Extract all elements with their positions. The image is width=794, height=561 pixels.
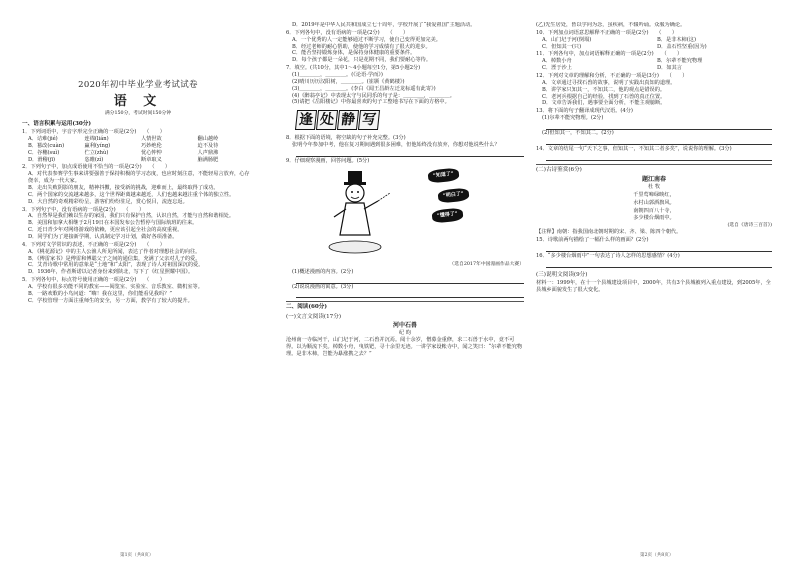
answer-line <box>546 248 772 252</box>
option: C．学校管理一方面注重师生的安全，另一方面，教学有了较大的提升。 <box>28 297 193 304</box>
answer-line <box>546 157 772 161</box>
speech-bubble: “明白了” <box>437 188 469 204</box>
subsection-heading: (三)说明文阅读(9分) <box>536 272 588 279</box>
question-stem: 8．根据下面的语境，将空缺的句子补充完整。(3分) <box>286 134 406 141</box>
option: C．艾青诗歌中常用的意象是“土地”和“太阳”，表现了诗人对祖国深沉的爱。 <box>28 262 204 269</box>
section-heading-1: 一、语言积累与运用(30分) <box>22 120 92 127</box>
poem-line: 千里莺啼绿映红， <box>633 191 675 198</box>
divider <box>286 301 524 302</box>
column-left <box>22 22 254 555</box>
passage-title: 河中石兽 <box>392 322 417 330</box>
option: D．文章告诉我们，遇事要全面分析，不能主观臆断。 <box>542 100 666 107</box>
question-stem: 10．下列加点词语意思解释不正确的一项是(2分) （ ） <box>536 29 678 36</box>
page-number: 第2页（共8页） <box>640 552 674 558</box>
poem-title: 题江南春 <box>641 176 666 184</box>
option-cell: B．尔辈不能究物理 <box>657 58 703 65</box>
answer-line <box>296 153 524 157</box>
option-cell: C．但知其一(只) <box>542 43 582 50</box>
question-stem: 7．填空。(共10分，其中1～4小题每空1分，第5小题2分) <box>286 65 421 72</box>
option-cell: B．篡改(cuàn) <box>28 142 65 149</box>
poem-source: (选自《唐诗三百首》) <box>727 223 772 229</box>
question-stem: 6．下列各句中，没有语病的一项是(2分) （ ） <box>286 29 409 36</box>
question-3 <box>22 207 254 241</box>
poem-note: 【注释】南朝：指我国南北朝时期的宋、齐、梁、陈四个朝代。 <box>536 229 682 236</box>
question-stem: 12．下列对文章的理解和分析，不正确的一项是(3分) （ ） <box>536 73 688 80</box>
question-10 <box>536 30 772 51</box>
passage-text: 沧州南一寺临河干，山门圮于河，二石兽并沉焉。阅十余岁，僧募金重修，求二石兽于水中，竟不可得。以为顺流下矣。棹数小舟，曳铁钯，寻十余里无迹。一讲学家设帐寺中，闻之笑曰：“尔辈不能究物理。是非木柿，岂能为暴涨携之去？” <box>286 336 523 357</box>
options-grid <box>536 37 772 51</box>
passage-text: (乙)先生居处，皆以学问为念，虽疾病，不辍吟诵。众服为确论。 <box>536 22 686 28</box>
question-context: 张明今年参加中考，他在复习期间遇到很多困难，但他始终没有放弃，你想对他说些什么？ <box>292 141 500 148</box>
option-cell: C．湮于沙上 <box>542 65 572 72</box>
sub-question: (1)尔辈不能究物理。(2分) <box>542 115 604 122</box>
option: B．走出失败阴影的朋友，精神抖擞，接受新的挑战，迎难而上，最终取得了成功。 <box>28 184 219 191</box>
question-stem: 14．文章的结尾一句“天下之事，但知其一，不知其二者多矣”，说说你的理解。(3分) <box>536 145 732 152</box>
option-cell: 人声鼎沸 <box>197 149 219 156</box>
section-heading-2: 二、阅读(60分) <box>286 304 328 311</box>
option-cell: C．谷穗(suì) <box>28 149 60 156</box>
option: C．能否坚持锻炼身体，是保持身体健康的重要条件。 <box>292 50 416 57</box>
passage-text: 材料一：1999年，在十一个县城建设项目中，2000年，共有3个县城被列入重点建设，到2005年，全县城乡面貌发生了很大变化。 <box>536 280 771 294</box>
options-grid <box>536 58 772 72</box>
answer-line <box>296 294 524 298</box>
option-cell: 伫立(zhù) <box>84 149 109 156</box>
fill-line: (1)＿＿＿＿，＿＿＿＿。(《论语·学而》) <box>292 72 383 79</box>
question-stem: 16．“多少楼台烟雨中”一句表达了诗人怎样的思想感情？(4分) <box>536 253 680 260</box>
cartoon-figure <box>326 167 446 259</box>
option-cell: A．诘难(jié) <box>28 135 58 142</box>
option: D．2019年是中华人民共和国成立七十周年，学校开展了“我爱祖国”主题活动。 <box>292 22 476 28</box>
question-6 <box>286 30 524 64</box>
question-13 <box>536 108 772 145</box>
option-cell: 人情世故 <box>141 135 162 142</box>
option-cell: D．滑稽(jī) <box>28 156 56 163</box>
question-stem: 5．下列各句中，标点符号使用正确的一项是(2分) （ ） <box>22 277 165 284</box>
exam-meta: 满分150分，考试时间150分钟 <box>104 111 172 117</box>
option-cell: 巧妙绝伦 <box>141 142 162 149</box>
option: B．一路欢歌的小鸟问道：“嗨！我在这里，你们能看见我吗？” <box>28 290 172 297</box>
fill-line: (3)＿＿＿＿，＿＿＿＿。(李白《闻王昌龄左迁龙标遥有此寄》) <box>292 85 436 92</box>
page-number: 第1页（共8页） <box>120 552 154 558</box>
option: A．自然界是我们赖以生存的家园，我们只有保护自然，认识自然，才能与自然和谐相处。 <box>28 213 235 220</box>
poem-line: 水村山郭酒旗风。 <box>633 199 675 206</box>
option: D．同学们为了迎接新学期，认真制定学习计划，做好各项准备。 <box>28 233 178 240</box>
question-7 <box>286 65 524 131</box>
option-cell: 恣睢(zì) <box>84 156 104 163</box>
calligraphy-char: 静 <box>337 110 359 130</box>
option-cell: A．山门圮于河(倒塌) <box>542 36 592 43</box>
question-16 <box>536 253 772 268</box>
column-right <box>536 22 772 555</box>
fill-line: (4)《醉翁亭记》中表现太守与民同乐的句子是：＿＿＿＿，＿＿＿＿。 <box>292 92 455 99</box>
option: A．对代表参赛学生事来讲要强善于保持积极的学习态度，也应时刻注意，不能轻易言放弃，心存侥幸，成为一代大家。 <box>28 171 250 185</box>
question-stem: 15．诗歌前两句描绘了一幅什么样的画面？(2分) <box>536 237 649 244</box>
cartoon-source: （选自2017年中国漫画作品大赛） <box>449 262 524 268</box>
option: C．近日青少年对网络游戏的依赖，更应该引起全社会的高度重视。 <box>28 227 183 234</box>
options-grid <box>22 136 254 163</box>
option-cell: 忧心忡忡 <box>141 149 162 156</box>
question-14 <box>536 146 772 161</box>
option: B．《傅雷家书》是傅雷和傅聪父子之间的通信集，充满了父亲对儿子的爱。 <box>28 255 201 262</box>
answer-line <box>546 141 772 145</box>
question-stem: 3．下列句子中，没有语病的一项是(2分) （ ） <box>22 206 145 213</box>
calligraphy-char: 写 <box>358 110 380 130</box>
poem <box>536 175 772 223</box>
option-cell: 赢利(yíng) <box>84 142 111 149</box>
option-cell: A．棹数小舟 <box>542 58 572 65</box>
option: B．经过老师的耐心帮助，使他的学习成绩有了很大的进步。 <box>292 43 431 50</box>
question-8 <box>286 135 524 157</box>
option: C．两个国家的交流越来越多，这个世界距离越来越近，人们也越来越注重个体的独立性。 <box>28 191 235 198</box>
question-4 <box>22 242 254 276</box>
question-stem: 9．仔细观察漫画，回答问题。(5分) <box>286 157 370 164</box>
fill-line: (5)请把《岳阳楼记》中你最喜欢的句子工整地书写在下面的方格中。 <box>292 99 450 106</box>
option-cell: 翻山越岭 <box>197 135 219 142</box>
question-5 <box>22 277 254 304</box>
option-cell: 迫不及待 <box>197 142 219 149</box>
fill-line: (2)晴川历历汉阳树，＿＿＿＿。(崔颢《黄鹤楼》) <box>292 78 405 85</box>
exam-title: 2020年初中毕业学业考试试卷 <box>78 80 198 90</box>
option: A．文章通过寻找石兽的故事，说明了实践出真知的道理。 <box>542 79 676 86</box>
option-cell: 脑满肠肥 <box>197 156 219 163</box>
question-stem: 1．下列词语中，字音字形完全正确的一项是(2分) （ ） <box>22 129 165 136</box>
option-cell: 连绵(lián) <box>84 135 109 142</box>
subject-title: 语 文 <box>113 94 163 110</box>
option-cell: D．如其言 <box>657 65 682 72</box>
cartoon-illustration <box>286 167 524 259</box>
calligraphy-box <box>296 110 524 130</box>
question-1 <box>22 129 254 163</box>
question-stem: 4．下列对文学常识的表述，不正确的一项是(2分) （ ） <box>22 241 165 248</box>
option: B．美国和加拿大相继于2月19日在本国发布公告暂停与国际航班的往来。 <box>28 220 198 227</box>
column-middle <box>286 22 524 555</box>
question-11 <box>536 51 772 72</box>
question-stem: 11．下列各句中，加点词语解释正确的一项是(2分) （ ） <box>536 51 683 58</box>
sub-question: (1)概述漫画的内容。(2分) <box>292 268 354 275</box>
option: A．一个优秀的人一定能够通过不断学习，使自己变得更加完美。 <box>292 36 441 43</box>
divider <box>536 164 772 165</box>
speech-bubble: “知道了” <box>427 168 459 184</box>
passage-author: 纪 昀 <box>398 330 412 337</box>
option: A．《桃花源记》中的主人公渔人所见所闻，表达了作者对理想社会的向往。 <box>28 248 201 255</box>
poem-author: 杜 牧 <box>647 184 661 191</box>
question-15 <box>536 237 772 252</box>
question-stem: 13．将下面的句子翻译成现代汉语。(4分) <box>536 108 633 115</box>
sub-question: (2)说说漫画的寓意。(3分) <box>292 283 354 290</box>
question-9 <box>286 158 524 299</box>
poem-line: 多少楼台烟雨中。 <box>633 215 675 222</box>
option: A．学校有很多功能不同的教室——阅览室、实验室、音乐教室、微机室等。 <box>28 283 203 290</box>
option: D．1936年，作者斯诺以记者身份来到陕北，写下了《红星照耀中国》。 <box>28 269 194 276</box>
speech-bubble: “懂得了” <box>431 208 463 224</box>
calligraphy-char: 处 <box>316 110 338 130</box>
option-cell: 断章取义 <box>141 156 162 163</box>
option: D．每个孩子都是一朵花，只是花期不同，我们要耐心等待。 <box>292 57 432 64</box>
sub-question: (2)但知其一，不知其二。(2分) <box>542 130 614 137</box>
question-stem: 2．下列句子中，加点成语使用不恰当的一项是(2分) （ ） <box>22 164 171 171</box>
question-2 <box>22 164 254 205</box>
answer-line <box>546 264 772 268</box>
question-12 <box>536 73 772 107</box>
poem-line: 南朝四百八十寺， <box>633 207 675 214</box>
subsection-heading: (二)古诗鉴赏(6分) <box>536 166 582 173</box>
option-cell: D．盖石性坚重(因为) <box>657 43 707 50</box>
calligraphy-char: 逢 <box>295 110 317 130</box>
option: D．大自然的奇观精彩纷呈，游客们纷纷驻足，赏心悦目，流连忘返。 <box>28 198 188 205</box>
option: C．老河兵根据自己的经验，找到了石兽的真正位置。 <box>542 93 666 100</box>
option-cell: B．是非木柿(这) <box>657 36 696 43</box>
subsection-heading: (一)文言文阅读(17分) <box>286 313 342 320</box>
option: B．讲学家只知其一，不知其二，他的观点是错误的。 <box>542 86 666 93</box>
